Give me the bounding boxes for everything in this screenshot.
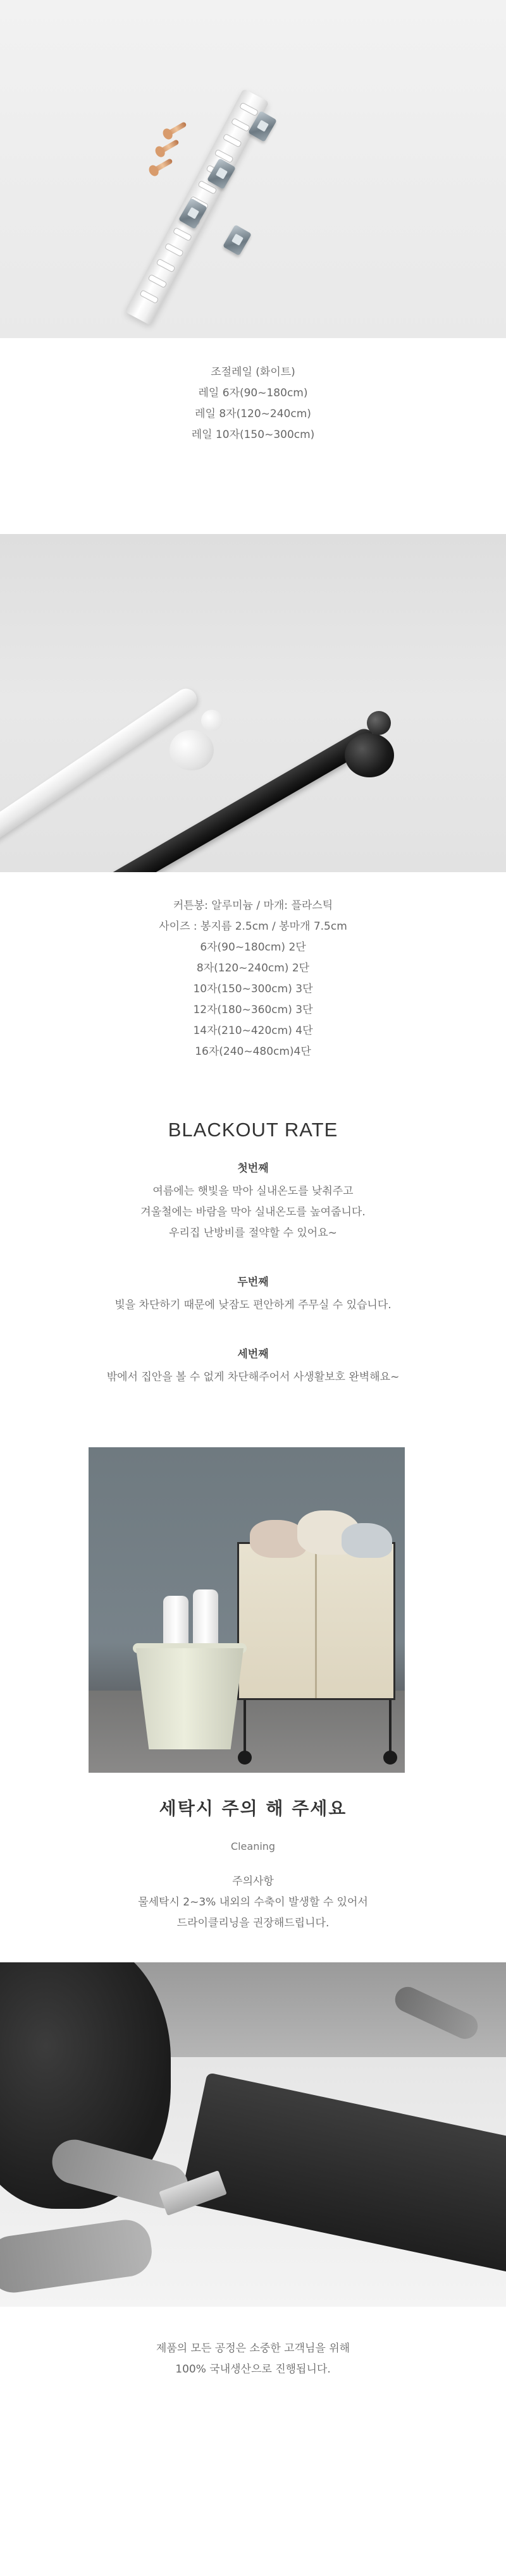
blackout-item-text: 빛을 차단하기 때문에 낮잠도 편안하게 주무실 수 있습니다. — [114, 1299, 392, 1311]
bracket-image — [223, 224, 252, 256]
rod-spec — [0, 872, 506, 1119]
rod-spec-line: 12자(180~360cm) 3단 — [193, 1004, 313, 1016]
blackout-item-heading: 세번째 — [237, 1348, 269, 1361]
rod-spec-line: 14자(210~420cm) 4단 — [193, 1024, 313, 1037]
curtain-rod-photo — [0, 534, 506, 872]
rod-spec-line: 사이즈 : 봉지름 2.5cm / 봉마개 7.5cm — [159, 920, 347, 933]
blackout-item-text: 여름에는 햇빛을 막아 실내온도를 낮춰주고 겨울철에는 바람을 막아 실내온도를 높여줍니다. 우리집 난방비를 절약할 수 있어요~ — [140, 1185, 366, 1239]
workshop-photo — [0, 1962, 506, 2307]
rail-spec-line: 레일 8자(120~240cm) — [195, 408, 311, 420]
blackout-item-text: 밖에서 집안을 볼 수 없게 차단해주어서 사생활보호 완벽해요~ — [106, 1371, 400, 1383]
rod-spec-line: 10자(150~300cm) 3단 — [193, 983, 313, 995]
rail-spec — [0, 338, 506, 534]
screw-image — [158, 139, 179, 154]
rod-spec-line: 16자(240~480cm)4단 — [195, 1045, 311, 1058]
footer-line: 100% 국내생산으로 진행됩니다. — [175, 2363, 331, 2376]
rail-hardware-photo — [0, 0, 506, 338]
rail-spec-line: 레일 6자(90~180cm) — [198, 387, 308, 399]
blackout-item-heading: 첫번째 — [237, 1162, 269, 1175]
blackout-section — [0, 1119, 506, 1447]
white-finial-image — [170, 730, 214, 770]
rod-spec-line: 6자(90~180cm) 2단 — [200, 941, 306, 954]
laundry-photo — [89, 1447, 405, 1773]
bucket-image — [136, 1648, 244, 1749]
screw-image — [152, 158, 173, 173]
wash-care-section — [0, 1773, 506, 1962]
footer-note — [0, 2307, 506, 2433]
footer-line: 제품의 모든 공정은 소중한 고객님을 위해 — [156, 2342, 350, 2355]
blackout-title: BLACKOUT RATE — [168, 1119, 338, 1141]
blackout-item-heading: 두번째 — [237, 1276, 269, 1289]
white-rod-image — [0, 684, 201, 851]
wash-subtitle: Cleaning — [230, 1840, 276, 1852]
laundry-cart-image — [237, 1542, 395, 1700]
laundry-photo-wrap — [0, 1447, 506, 1773]
rail-spec-line: 레일 10자(150~300cm) — [191, 428, 315, 441]
rod-spec-line: 8자(120~240cm) 2단 — [196, 962, 310, 975]
screw-image — [166, 121, 187, 137]
black-finial-image — [345, 733, 394, 777]
rail-spec-line: 조절레일 (화이트) — [211, 366, 295, 379]
wash-title: 세탁시 주의 해 주세요 — [159, 1798, 347, 1819]
rod-spec-line: 커튼봉: 알루미늄 / 마개: 플라스틱 — [173, 899, 333, 912]
wash-notice: 주의사항 물세탁시 2~3% 내외의 수축이 발생할 수 있어서 드라이클리닝을 권장해드립니다. — [138, 1875, 368, 1929]
